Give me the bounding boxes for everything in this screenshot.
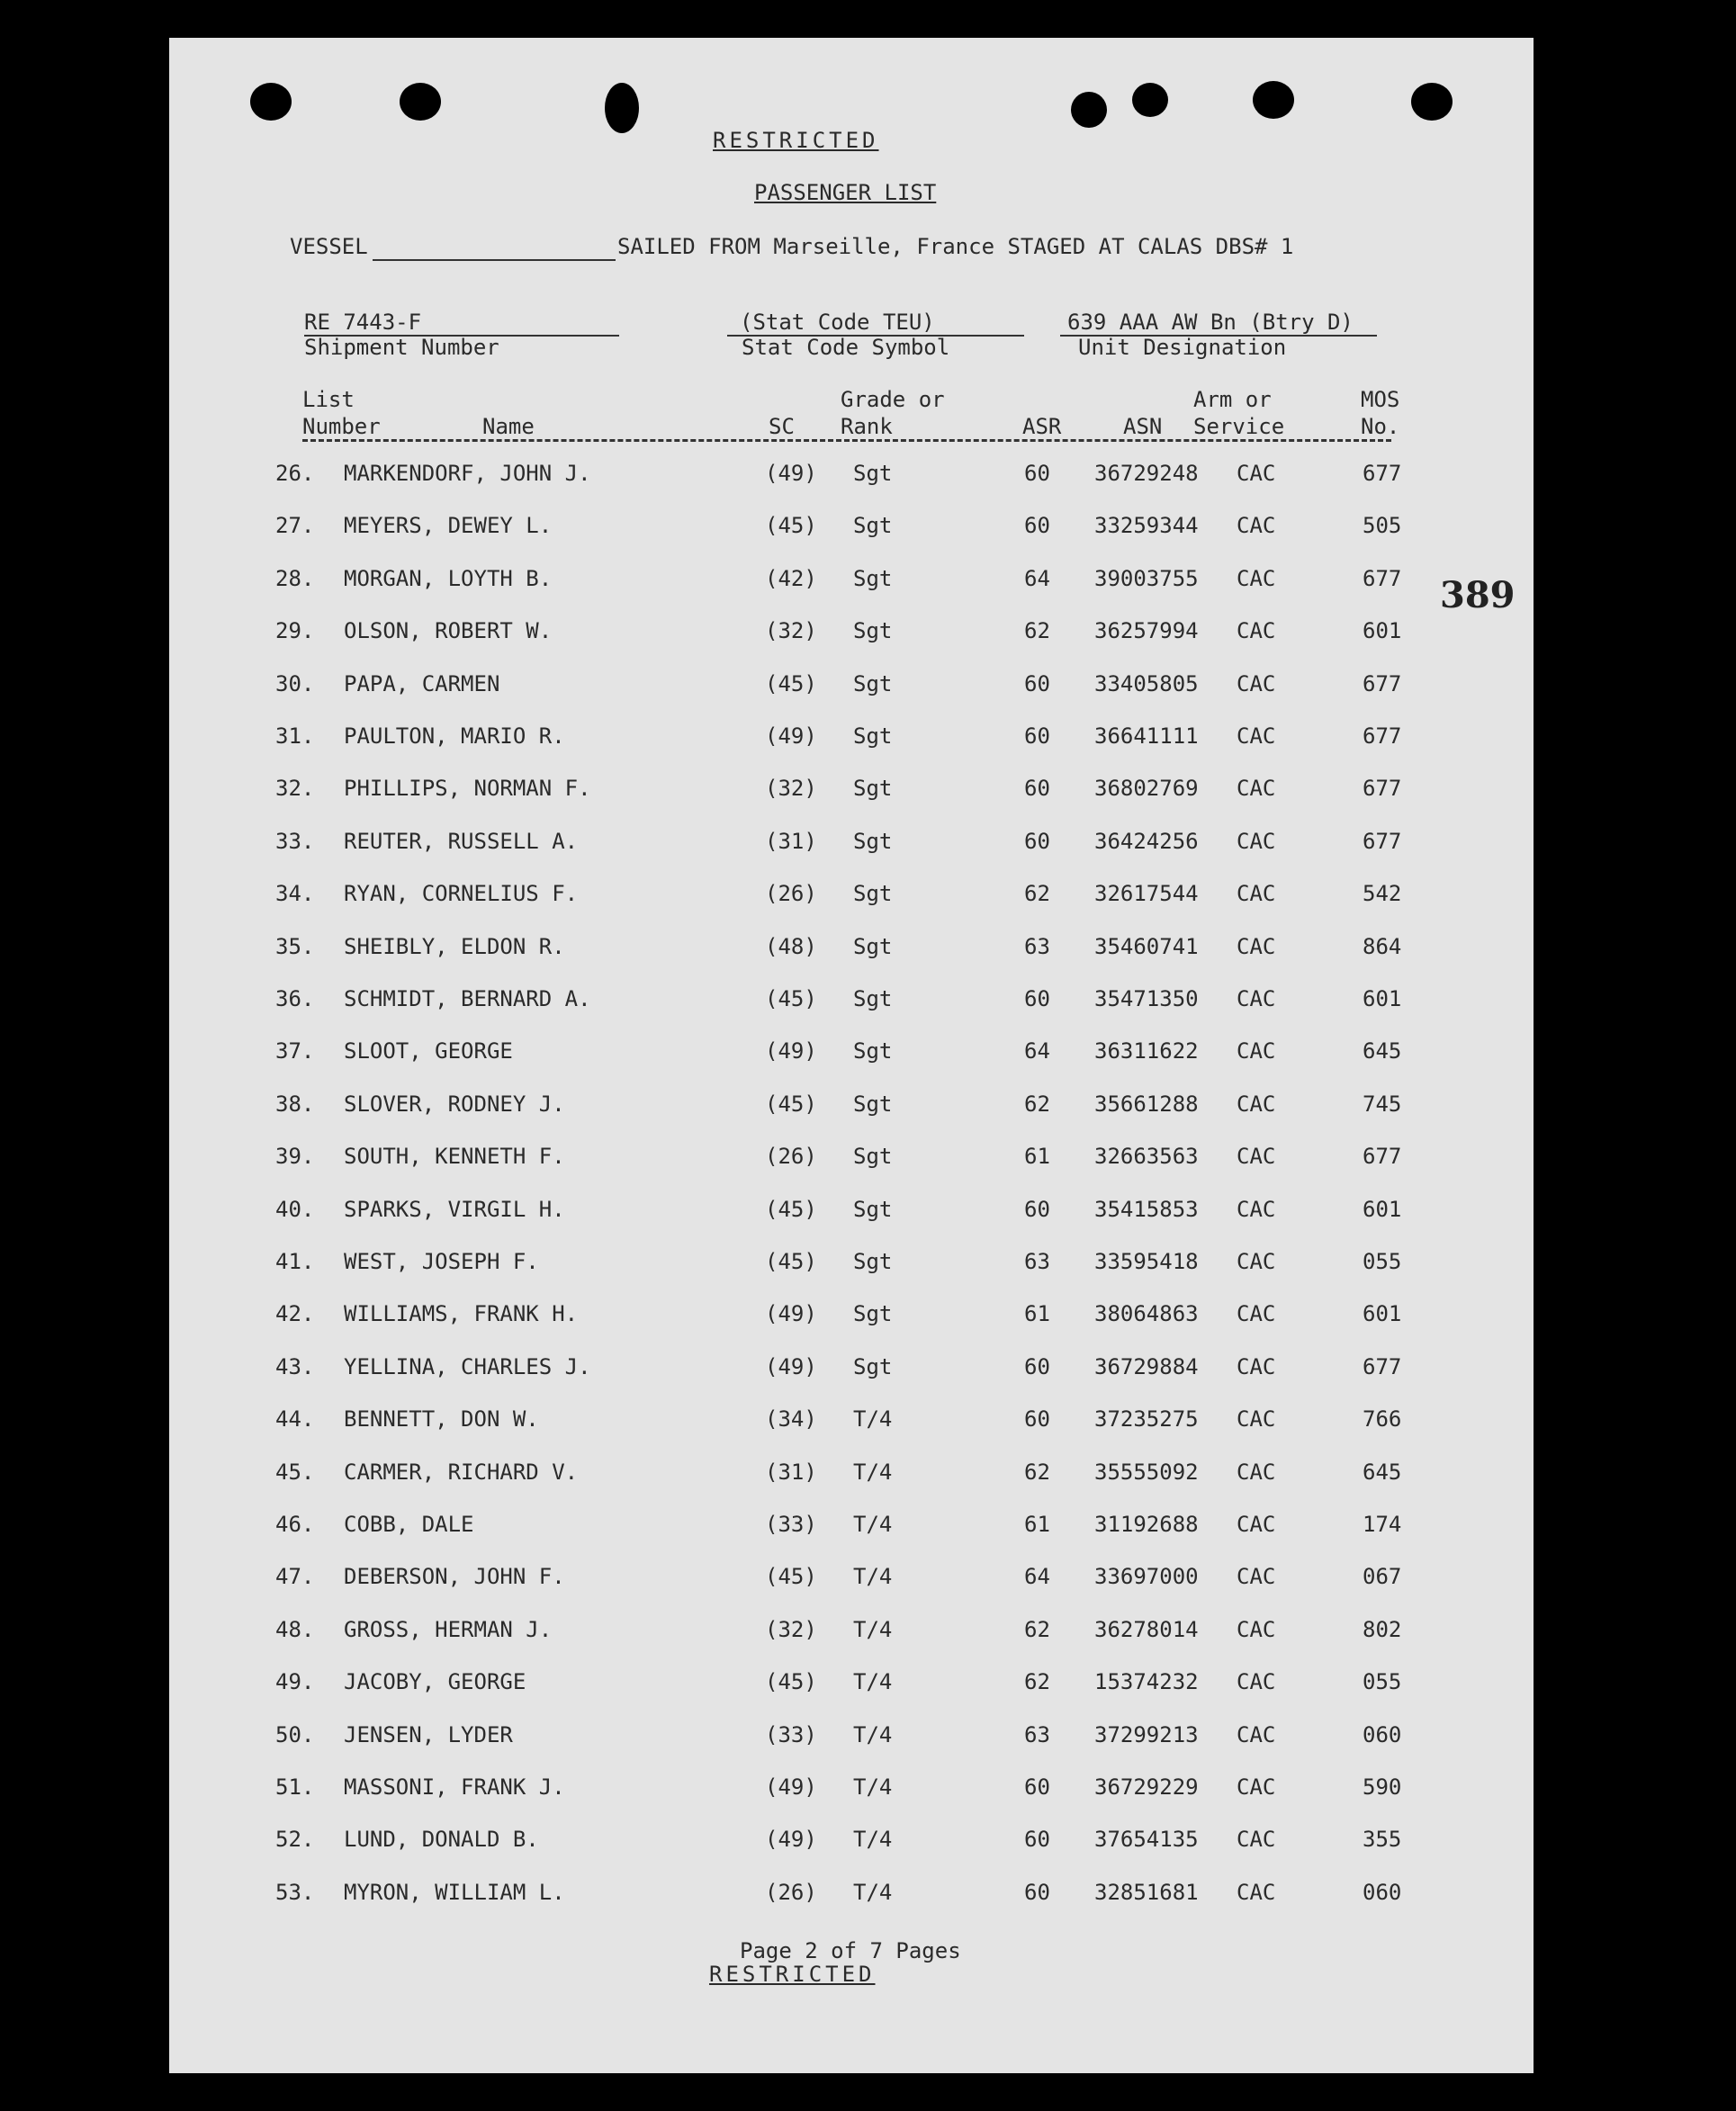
stat-code-label: Stat Code Symbol xyxy=(742,335,950,360)
col-grade: Grade or xyxy=(841,387,945,412)
serial-number: 36278014 xyxy=(1094,1616,1199,1642)
passenger-name: PAPA, CARMEN xyxy=(344,670,500,696)
arm-or-service: CAC xyxy=(1237,513,1276,539)
asr-score: 63 xyxy=(1024,933,1050,959)
grade: T/4 xyxy=(853,1459,893,1485)
mos-number: 677 xyxy=(1363,565,1402,591)
grade: T/4 xyxy=(853,1616,893,1642)
passenger-name: MORGAN, LOYTH B. xyxy=(344,565,553,591)
punch-hole xyxy=(1132,83,1168,117)
serial-number: 35555092 xyxy=(1094,1459,1199,1485)
passenger-name: GROSS, HERMAN J. xyxy=(344,1616,553,1642)
arm-or-service: CAC xyxy=(1237,1774,1276,1800)
mos-number: 677 xyxy=(1363,776,1402,802)
row-number: 42. xyxy=(275,1301,315,1327)
table-row xyxy=(169,1669,1534,1705)
service-code: (49) xyxy=(765,1353,817,1379)
arm-or-service: CAC xyxy=(1237,776,1276,802)
arm-or-service: CAC xyxy=(1237,1459,1276,1485)
table-row xyxy=(169,1301,1534,1337)
asr-score: 60 xyxy=(1024,1196,1050,1222)
arm-or-service: CAC xyxy=(1237,828,1276,854)
grade: T/4 xyxy=(853,1512,893,1537)
arm-or-service: CAC xyxy=(1237,1301,1276,1327)
table-row xyxy=(169,1091,1534,1127)
service-code: (33) xyxy=(765,1512,817,1537)
service-code: (32) xyxy=(765,1616,817,1642)
mos-number: 677 xyxy=(1363,723,1402,749)
asr-score: 60 xyxy=(1024,986,1050,1011)
row-number: 26. xyxy=(275,461,315,486)
passenger-name: SPARKS, VIRGIL H. xyxy=(344,1196,565,1222)
punch-hole xyxy=(400,83,441,121)
grade: Sgt xyxy=(853,723,893,749)
stat-code: (Stat Code TEU) xyxy=(740,310,935,335)
asr-score: 60 xyxy=(1024,828,1050,854)
serial-number: 36641111 xyxy=(1094,723,1199,749)
page-number: Page 2 of 7 Pages xyxy=(740,1938,961,1963)
col-asr: ASR xyxy=(1022,414,1062,439)
arm-or-service: CAC xyxy=(1237,1616,1276,1642)
mos-number: 645 xyxy=(1363,1459,1402,1485)
passenger-name: SLOOT, GEORGE xyxy=(344,1038,513,1064)
table-row xyxy=(169,934,1534,970)
service-code: (33) xyxy=(765,1721,817,1747)
service-code: (45) xyxy=(765,1669,817,1695)
row-number: 30. xyxy=(275,670,315,696)
row-number: 27. xyxy=(275,513,315,539)
grade: Sgt xyxy=(853,565,893,591)
mos-number: 060 xyxy=(1363,1879,1402,1905)
serial-number: 15374232 xyxy=(1094,1669,1199,1695)
service-code: (49) xyxy=(765,1038,817,1064)
table-row xyxy=(169,513,1534,549)
asr-score: 64 xyxy=(1024,565,1050,591)
service-code: (49) xyxy=(765,1774,817,1800)
service-code: (26) xyxy=(765,1144,817,1170)
asr-score: 64 xyxy=(1024,1564,1050,1590)
asr-score: 62 xyxy=(1024,1669,1050,1695)
mos-number: 864 xyxy=(1363,933,1402,959)
table-row xyxy=(169,1880,1534,1916)
restricted-heading: RESTRICTED xyxy=(713,128,879,153)
arm-or-service: CAC xyxy=(1237,1144,1276,1170)
asr-score: 60 xyxy=(1024,776,1050,802)
table-row xyxy=(169,1144,1534,1180)
document-page xyxy=(169,38,1534,2073)
row-number: 46. xyxy=(275,1512,315,1537)
passenger-name: PHILLIPS, NORMAN F. xyxy=(344,776,591,802)
service-code: (45) xyxy=(765,986,817,1011)
row-number: 40. xyxy=(275,1196,315,1222)
passenger-name: WILLIAMS, FRANK H. xyxy=(344,1301,579,1327)
arm-or-service: CAC xyxy=(1237,1353,1276,1379)
row-number: 50. xyxy=(275,1721,315,1747)
table-row xyxy=(169,1774,1534,1810)
service-code: (32) xyxy=(765,776,817,802)
grade: Sgt xyxy=(853,776,893,802)
asr-score: 60 xyxy=(1024,1353,1050,1379)
col-service: Service xyxy=(1193,414,1285,439)
table-row xyxy=(169,1722,1534,1758)
asr-score: 62 xyxy=(1024,1616,1050,1642)
arm-or-service: CAC xyxy=(1237,1669,1276,1695)
grade: Sgt xyxy=(853,618,893,644)
service-code: (45) xyxy=(765,1196,817,1222)
row-number: 48. xyxy=(275,1616,315,1642)
asr-score: 60 xyxy=(1024,1827,1050,1853)
table-row xyxy=(169,1406,1534,1442)
arm-or-service: CAC xyxy=(1237,618,1276,644)
col-mos-no: No. xyxy=(1361,414,1400,439)
asr-score: 60 xyxy=(1024,670,1050,696)
service-code: (49) xyxy=(765,723,817,749)
service-code: (26) xyxy=(765,1879,817,1905)
row-number: 32. xyxy=(275,776,315,802)
service-code: (26) xyxy=(765,881,817,907)
table-row xyxy=(169,1827,1534,1863)
table-row xyxy=(169,1617,1534,1653)
passenger-name: CARMER, RICHARD V. xyxy=(344,1459,579,1485)
serial-number: 35415853 xyxy=(1094,1196,1199,1222)
serial-number: 36311622 xyxy=(1094,1038,1199,1064)
table-row xyxy=(169,723,1534,759)
col-rank: Rank xyxy=(841,414,893,439)
arm-or-service: CAC xyxy=(1237,986,1276,1011)
mos-number: 355 xyxy=(1363,1827,1402,1853)
table-row xyxy=(169,1354,1534,1390)
serial-number: 38064863 xyxy=(1094,1301,1199,1327)
service-code: (48) xyxy=(765,933,817,959)
serial-number: 32617544 xyxy=(1094,881,1199,907)
service-code: (31) xyxy=(765,828,817,854)
passenger-name: SOUTH, KENNETH F. xyxy=(344,1144,565,1170)
passenger-name: SCHMIDT, BERNARD A. xyxy=(344,986,591,1011)
arm-or-service: CAC xyxy=(1237,881,1276,907)
table-row xyxy=(169,1197,1534,1233)
mos-number: 645 xyxy=(1363,1038,1402,1064)
passenger-name: LUND, DONALD B. xyxy=(344,1827,539,1853)
arm-or-service: CAC xyxy=(1237,1879,1276,1905)
service-code: (42) xyxy=(765,565,817,591)
arm-or-service: CAC xyxy=(1237,670,1276,696)
mos-number: 505 xyxy=(1363,513,1402,539)
grade: T/4 xyxy=(853,1879,893,1905)
punch-hole xyxy=(1071,92,1107,128)
arm-or-service: CAC xyxy=(1237,1721,1276,1747)
table-row xyxy=(169,461,1534,497)
asr-score: 60 xyxy=(1024,513,1050,539)
unit-designation-label: Unit Designation xyxy=(1078,335,1287,360)
asr-score: 61 xyxy=(1024,1301,1050,1327)
mos-number: 677 xyxy=(1363,1353,1402,1379)
serial-number: 31192688 xyxy=(1094,1512,1199,1537)
serial-number: 37654135 xyxy=(1094,1827,1199,1853)
passenger-name: OLSON, ROBERT W. xyxy=(344,618,553,644)
arm-or-service: CAC xyxy=(1237,1091,1276,1117)
grade: T/4 xyxy=(853,1406,893,1433)
serial-number: 35471350 xyxy=(1094,986,1199,1011)
row-number: 47. xyxy=(275,1564,315,1590)
service-code: (34) xyxy=(765,1406,817,1433)
table-row xyxy=(169,671,1534,707)
table-row xyxy=(169,618,1534,654)
passenger-name: MYRON, WILLIAM L. xyxy=(344,1879,565,1905)
grade: Sgt xyxy=(853,986,893,1011)
service-code: (45) xyxy=(765,1091,817,1117)
row-number: 51. xyxy=(275,1774,315,1800)
passenger-name: RYAN, CORNELIUS F. xyxy=(344,881,579,907)
grade: Sgt xyxy=(853,670,893,696)
grade: Sgt xyxy=(853,1353,893,1379)
asr-score: 63 xyxy=(1024,1249,1050,1274)
mos-number: 060 xyxy=(1363,1721,1402,1747)
grade: Sgt xyxy=(853,461,893,486)
arm-or-service: CAC xyxy=(1237,1564,1276,1590)
grade: T/4 xyxy=(853,1774,893,1800)
row-number: 43. xyxy=(275,1353,315,1379)
row-number: 29. xyxy=(275,618,315,644)
asr-score: 60 xyxy=(1024,1879,1050,1905)
serial-number: 39003755 xyxy=(1094,565,1199,591)
row-number: 33. xyxy=(275,828,315,854)
service-code: (32) xyxy=(765,618,817,644)
mos-number: 055 xyxy=(1363,1249,1402,1274)
passenger-name: SHEIBLY, ELDON R. xyxy=(344,933,565,959)
mos-number: 590 xyxy=(1363,1774,1402,1800)
shipment-number-label: Shipment Number xyxy=(304,335,499,360)
table-row xyxy=(169,1249,1534,1285)
serial-number: 36802769 xyxy=(1094,776,1199,802)
row-number: 35. xyxy=(275,933,315,959)
arm-or-service: CAC xyxy=(1237,1038,1276,1064)
mos-number: 542 xyxy=(1363,881,1402,907)
table-row xyxy=(169,986,1534,1022)
table-row xyxy=(169,881,1534,917)
arm-or-service: CAC xyxy=(1237,1827,1276,1853)
table-row xyxy=(169,1564,1534,1600)
grade: T/4 xyxy=(853,1564,893,1590)
passenger-name: JENSEN, LYDER xyxy=(344,1721,513,1747)
arm-or-service: CAC xyxy=(1237,723,1276,749)
passenger-name: REUTER, RUSSELL A. xyxy=(344,828,579,854)
table-row xyxy=(169,829,1534,865)
service-code: (45) xyxy=(765,1564,817,1590)
asr-score: 62 xyxy=(1024,618,1050,644)
grade: Sgt xyxy=(853,881,893,907)
serial-number: 32851681 xyxy=(1094,1879,1199,1905)
asr-score: 60 xyxy=(1024,1406,1050,1433)
serial-number: 35661288 xyxy=(1094,1091,1199,1117)
col-mos: MOS xyxy=(1361,387,1400,412)
punch-hole xyxy=(1253,81,1294,119)
grade: Sgt xyxy=(853,1196,893,1222)
grade: Sgt xyxy=(853,1091,893,1117)
asr-score: 62 xyxy=(1024,1459,1050,1485)
arm-or-service: CAC xyxy=(1237,461,1276,486)
passenger-name: COBB, DALE xyxy=(344,1512,474,1537)
mos-number: 677 xyxy=(1363,1144,1402,1170)
passenger-name: WEST, JOSEPH F. xyxy=(344,1249,539,1274)
serial-number: 36729884 xyxy=(1094,1353,1199,1379)
arm-or-service: CAC xyxy=(1237,933,1276,959)
arm-or-service: CAC xyxy=(1237,1249,1276,1274)
asr-score: 60 xyxy=(1024,461,1050,486)
table-row xyxy=(169,1460,1534,1496)
passenger-name: PAULTON, MARIO R. xyxy=(344,723,565,749)
service-code: (45) xyxy=(765,1249,817,1274)
col-asn: ASN xyxy=(1123,414,1163,439)
row-number: 37. xyxy=(275,1038,315,1064)
mos-number: 745 xyxy=(1363,1091,1402,1117)
arm-or-service: CAC xyxy=(1237,1512,1276,1537)
mos-number: 067 xyxy=(1363,1564,1402,1590)
asr-score: 61 xyxy=(1024,1512,1050,1537)
mos-number: 802 xyxy=(1363,1616,1402,1642)
passenger-name: BENNETT, DON W. xyxy=(344,1406,539,1433)
col-list: List xyxy=(302,387,355,412)
serial-number: 33405805 xyxy=(1094,670,1199,696)
serial-number: 36729229 xyxy=(1094,1774,1199,1800)
passenger-name: MEYERS, DEWEY L. xyxy=(344,513,553,539)
row-number: 53. xyxy=(275,1879,315,1905)
serial-number: 36257994 xyxy=(1094,618,1199,644)
serial-number: 36424256 xyxy=(1094,828,1199,854)
row-number: 36. xyxy=(275,986,315,1011)
grade: T/4 xyxy=(853,1827,893,1853)
passenger-name: JACOBY, GEORGE xyxy=(344,1669,526,1695)
passenger-name: DEBERSON, JOHN F. xyxy=(344,1564,565,1590)
serial-number: 36729248 xyxy=(1094,461,1199,486)
passenger-name: MASSONI, FRANK J. xyxy=(344,1774,565,1800)
row-number: 31. xyxy=(275,723,315,749)
service-code: (49) xyxy=(765,1827,817,1853)
mos-number: 677 xyxy=(1363,828,1402,854)
serial-number: 37299213 xyxy=(1094,1721,1199,1747)
mos-number: 055 xyxy=(1363,1669,1402,1695)
row-number: 45. xyxy=(275,1459,315,1485)
grade: Sgt xyxy=(853,933,893,959)
arm-or-service: CAC xyxy=(1237,1196,1276,1222)
grade: Sgt xyxy=(853,828,893,854)
mos-number: 601 xyxy=(1363,1196,1402,1222)
row-number: 52. xyxy=(275,1827,315,1853)
grade: T/4 xyxy=(853,1669,893,1695)
serial-number: 35460741 xyxy=(1094,933,1199,959)
grade: Sgt xyxy=(853,1249,893,1274)
asr-score: 60 xyxy=(1024,723,1050,749)
mos-number: 677 xyxy=(1363,670,1402,696)
mos-number: 601 xyxy=(1363,1301,1402,1327)
asr-score: 62 xyxy=(1024,1091,1050,1117)
passenger-name: YELLINA, CHARLES J. xyxy=(344,1353,591,1379)
shipment-number: RE 7443-F xyxy=(304,310,422,335)
row-number: 49. xyxy=(275,1669,315,1695)
serial-number: 33697000 xyxy=(1094,1564,1199,1590)
vessel-label: VESSEL xyxy=(290,234,368,259)
grade: Sgt xyxy=(853,1038,893,1064)
restricted-footer: RESTRICTED xyxy=(709,1962,876,1987)
vessel-field-line xyxy=(373,259,616,261)
arm-or-service: CAC xyxy=(1237,1406,1276,1433)
arm-or-service: CAC xyxy=(1237,565,1276,591)
sailed-from-text: SAILED FROM Marseille, France STAGED AT CALAS DBS# 1 xyxy=(617,234,1294,259)
row-number: 39. xyxy=(275,1144,315,1170)
passenger-name: SLOVER, RODNEY J. xyxy=(344,1091,565,1117)
service-code: (49) xyxy=(765,1301,817,1327)
row-number: 44. xyxy=(275,1406,315,1433)
row-number: 34. xyxy=(275,881,315,907)
asr-score: 61 xyxy=(1024,1144,1050,1170)
mos-number: 174 xyxy=(1363,1512,1402,1537)
grade: Sgt xyxy=(853,513,893,539)
col-name: Name xyxy=(482,414,535,439)
unit-designation: 639 AAA AW Bn (Btry D) xyxy=(1067,310,1354,335)
punch-hole xyxy=(605,83,639,133)
mos-number: 766 xyxy=(1363,1406,1402,1433)
mos-number: 601 xyxy=(1363,618,1402,644)
row-number: 28. xyxy=(275,565,315,591)
asr-score: 60 xyxy=(1024,1774,1050,1800)
serial-number: 33595418 xyxy=(1094,1249,1199,1274)
serial-number: 32663563 xyxy=(1094,1144,1199,1170)
service-code: (45) xyxy=(765,670,817,696)
page-title: PASSENGER LIST xyxy=(754,180,937,205)
row-number: 41. xyxy=(275,1249,315,1274)
grade: Sgt xyxy=(853,1301,893,1327)
col-sc: SC xyxy=(769,414,795,439)
punch-hole xyxy=(250,83,292,121)
col-arm: Arm or xyxy=(1193,387,1272,412)
punch-hole xyxy=(1411,83,1453,121)
grade: T/4 xyxy=(853,1721,893,1747)
margin-page-number: 389 xyxy=(1440,574,1516,616)
serial-number: 33259344 xyxy=(1094,513,1199,539)
table-row xyxy=(169,1512,1534,1548)
row-number: 38. xyxy=(275,1091,315,1117)
grade: Sgt xyxy=(853,1144,893,1170)
service-code: (45) xyxy=(765,513,817,539)
asr-score: 64 xyxy=(1024,1038,1050,1064)
asr-score: 63 xyxy=(1024,1721,1050,1747)
service-code: (31) xyxy=(765,1459,817,1485)
col-number: Number xyxy=(302,414,381,439)
serial-number: 37235275 xyxy=(1094,1406,1199,1433)
table-row xyxy=(169,1038,1534,1074)
passenger-name: MARKENDORF, JOHN J. xyxy=(344,461,591,486)
table-row xyxy=(169,566,1534,602)
mos-number: 601 xyxy=(1363,986,1402,1011)
service-code: (49) xyxy=(765,461,817,486)
table-row xyxy=(169,776,1534,812)
asr-score: 62 xyxy=(1024,881,1050,907)
header-dashed-rule xyxy=(302,439,1391,442)
mos-number: 677 xyxy=(1363,461,1402,486)
